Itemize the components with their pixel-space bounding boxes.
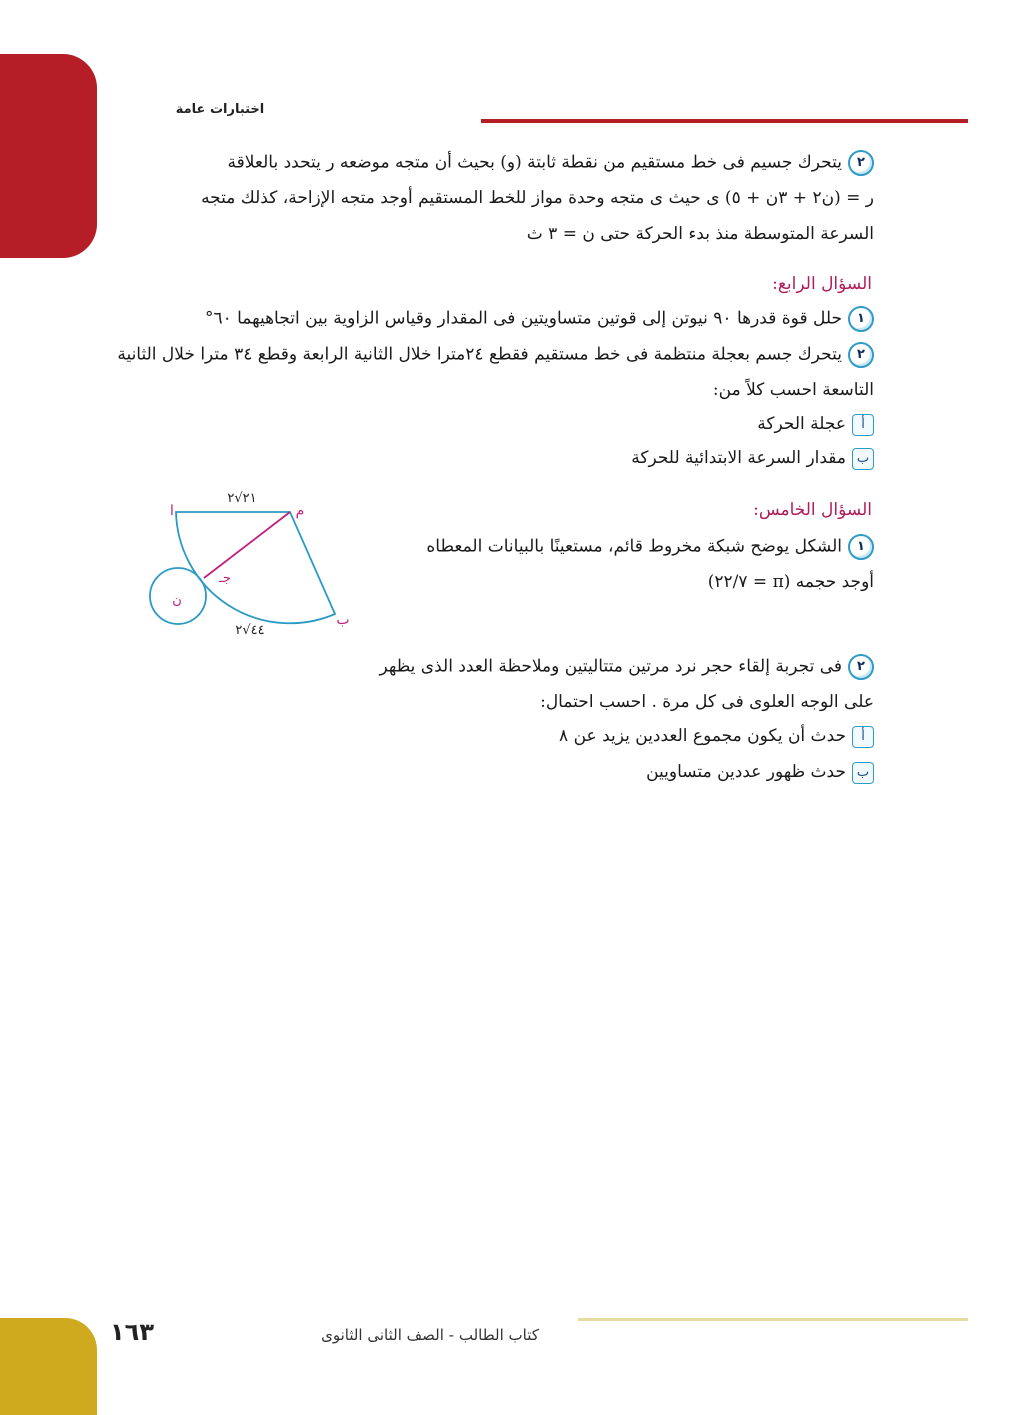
label-j: جـ bbox=[219, 571, 231, 586]
q5-sub-a bbox=[559, 724, 874, 748]
q4-item2 bbox=[110, 342, 874, 368]
q4-item1 bbox=[205, 306, 874, 332]
q4-sub-b bbox=[631, 446, 874, 470]
section-title-q4: السؤال الرابع: bbox=[772, 274, 872, 294]
q5-item2 bbox=[380, 654, 874, 680]
prev-question-line3: السرعة المتوسطة منذ بدء الحركة حتى ن = ٣ ث bbox=[526, 224, 874, 244]
q4-sub-b-badge: ب bbox=[852, 448, 874, 470]
prev-question-line1 bbox=[110, 150, 874, 176]
footer-tab-yellow bbox=[0, 1318, 97, 1415]
top-length-label: ٢١√٢ bbox=[227, 491, 257, 506]
q5-item1-badge: ١ bbox=[848, 534, 874, 560]
q5-sub-a-badge: أ bbox=[852, 726, 874, 748]
q4-sub-a bbox=[757, 412, 874, 436]
header-rule bbox=[481, 119, 968, 123]
q5-item2-badge: ٢ bbox=[848, 654, 874, 680]
q5-sub-b bbox=[646, 760, 874, 784]
prev-question-text1: يتحرك جسيم فى خط مستقيم من نقطة ثابتة (و) بحيث أن متجه موضعه ر يتحدد بالعلاقة bbox=[227, 152, 842, 173]
q4-item2-text1: يتحرك جسم بعجلة منتظمة فى خط مستقيم فقطع ٢٤مترا خلال الثانية الرابعة وقطع ٣٤ مترا خلال الثانية bbox=[117, 344, 842, 365]
q4-item2-badge: ٢ bbox=[848, 342, 874, 368]
q5-item2-line2: على الوجه العلوى فى كل مرة . احسب احتمال: bbox=[540, 692, 874, 712]
q5-sub-b-badge: ب bbox=[852, 762, 874, 784]
q4-item1-text: حلل قوة قدرها ٩٠ نيوتن إلى قوتين متساويتين فى المقدار وقياس الزاوية بين اتجاهيهما ٦٠° bbox=[204, 308, 842, 329]
label-b: ب bbox=[336, 612, 350, 628]
header-section-label: اختبارات عامة bbox=[175, 102, 265, 117]
chapter-tab-red bbox=[0, 54, 97, 258]
label-a: ا bbox=[170, 503, 174, 519]
q4-item2-line2: التاسعة احسب كلاً من: bbox=[712, 380, 874, 400]
page-number: ١٦٣ bbox=[110, 1318, 154, 1346]
q4-sub-a-text: عجلة الحركة bbox=[757, 414, 846, 434]
book-title: كتاب الطالب - الصف الثانى الثانوى bbox=[321, 1326, 539, 1344]
question-number-badge: ٢ bbox=[848, 150, 874, 176]
section-title-q5: السؤال الخامس: bbox=[753, 500, 872, 520]
arc-length-label: ٤٤√٢ bbox=[235, 623, 265, 638]
cone-net-diagram bbox=[140, 478, 370, 658]
q4-item1-badge: ١ bbox=[848, 306, 874, 332]
q5-item1-text1: الشكل يوضح شبكة مخروط قائم، مستعينًا بالبيانات المعطاه bbox=[426, 536, 842, 557]
label-n: ن bbox=[172, 593, 182, 608]
q5-sub-a-text: حدث أن يكون مجموع العددين يزيد عن ٨ bbox=[559, 726, 846, 746]
footer-rule bbox=[578, 1318, 968, 1321]
q4-sub-a-badge: أ bbox=[852, 414, 874, 436]
q5-sub-b-text: حدث ظهور عددين متساويين bbox=[646, 762, 846, 782]
slant-height-line bbox=[204, 512, 290, 578]
label-m: م bbox=[295, 503, 305, 519]
q4-sub-b-text: مقدار السرعة الابتدائية للحركة bbox=[631, 448, 846, 468]
cone-sector-outline bbox=[176, 512, 335, 623]
prev-question-line2: ر = (ن٢ + ٣ن + ٥) ى حيث ى متجه وحدة مواز للخط المستقيم أوجد متجه الإزاحة، كذلك متجه bbox=[201, 188, 874, 208]
q5-item2-text1: فى تجربة إلقاء حجر نرد مرتين متتاليتين وملاحظة العدد الذى يظهر bbox=[379, 656, 842, 677]
q5-item1-line2: أوجد حجمه (π = ٢٢/٧) bbox=[707, 572, 874, 592]
q5-item1 bbox=[426, 534, 874, 560]
